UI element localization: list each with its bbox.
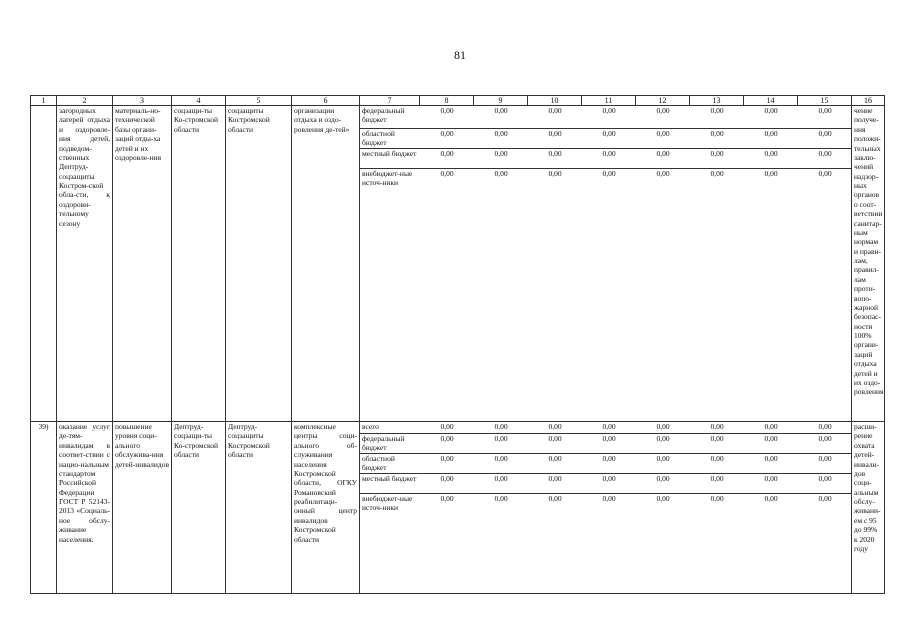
value-cell: 0,00 [636, 493, 690, 593]
header-cell: 5 [226, 96, 292, 106]
value-cell: 0,00 [528, 148, 582, 168]
row-number: 39) [31, 422, 57, 594]
funding-row [360, 128, 852, 148]
funding-row [360, 433, 852, 453]
funding-source: федеральный бюджет [360, 433, 420, 453]
value-cell: 0,00 [690, 148, 744, 168]
value-cell: 0,00 [548, 422, 562, 431]
measure-name: оказание услуг де-тям-инвалидам в соответ-ствии с нацио-нальным стандартом Российской Федерации ГОСТ Р 52143-2013 «Социаль-ное обслу-живание населения. [57, 422, 113, 594]
value-cell: 0,00 [602, 422, 616, 431]
funding-row [360, 422, 852, 433]
value-cell: 0,00 [636, 128, 690, 148]
value-cell: 0,00 [636, 433, 690, 453]
funding-row [360, 148, 852, 168]
header-cell: 7 [360, 96, 420, 106]
value-cell: 0,00 [582, 168, 636, 420]
measure-goal: материаль-но-технической базы органи-заций отды-ха детей и их оздоровле-ния [113, 106, 172, 422]
funding-source: федеральный бюджет [362, 106, 405, 125]
value-cell: 0,00 [764, 422, 778, 431]
value-cell: 0,00 [474, 453, 528, 473]
value-cell: 0,00 [494, 106, 508, 115]
value-cell: 0,00 [636, 148, 690, 168]
value-cell: 0,00 [548, 106, 562, 115]
value-cell: 0,00 [582, 473, 636, 493]
value-cell: 0,00 [690, 473, 744, 493]
value-cell: 0,00 [420, 148, 474, 168]
value-cell: 0,00 [474, 493, 528, 593]
row-number [31, 106, 57, 422]
responsible-executor: соцзащи-ты Ко-стромской области [172, 106, 226, 422]
participants: организации отдыха и оздо-ровления де-тей» [292, 106, 360, 422]
header-cell: 4 [172, 96, 226, 106]
value-cell: 0,00 [582, 433, 636, 453]
table-row [31, 422, 885, 594]
value-cell: 0,00 [440, 106, 454, 115]
value-cell: 0,00 [744, 493, 798, 593]
value-cell: 0,00 [744, 433, 798, 453]
funding-block [360, 422, 852, 594]
value-cell: 0,00 [420, 128, 474, 148]
value-cell: 0,00 [420, 473, 474, 493]
coordinator: соцзащиты Костромской области [226, 106, 292, 422]
header-cell: 11 [582, 96, 636, 106]
coordinator: Дептруд-соцзащиты Костромской области [226, 422, 292, 594]
value-cell: 0,00 [798, 128, 852, 148]
value-cell: 0,00 [690, 433, 744, 453]
value-cell: 0,00 [602, 106, 616, 115]
value-cell: 0,00 [744, 473, 798, 493]
value-cell: 0,00 [420, 168, 474, 420]
value-cell: 0,00 [656, 422, 670, 431]
header-cell: 1 [31, 96, 57, 106]
header-cell: 3 [113, 96, 172, 106]
value-cell: 0,00 [690, 128, 744, 148]
header-row [31, 96, 885, 106]
value-cell: 0,00 [420, 493, 474, 593]
value-cell: 0,00 [798, 453, 852, 473]
value-cell: 0,00 [798, 493, 852, 593]
value-cell: 0,00 [474, 148, 528, 168]
expected-result: расши-рение охвата детей-инвали-дов соци-альным обслу-живани-ем с 95 до 99% к 2020 году [852, 422, 885, 594]
value-cell: 0,00 [690, 453, 744, 473]
value-cell: 0,00 [474, 168, 528, 420]
header-cell: 2 [57, 96, 113, 106]
value-cell: 0,00 [528, 433, 582, 453]
responsible-executor: Дептруд-соцзащи-ты Ко-стромской области [172, 422, 226, 594]
value-cell: 0,00 [710, 422, 724, 431]
value-cell: 0,00 [636, 168, 690, 420]
funding-source: областной бюджет [360, 128, 420, 148]
expected-result: чение получе-ния положи-тельных заклю-чений надзор-ных органов о соот-ветствии санитар-ным нормам и прави-лам, правил-лам проти-вопо-жарной безопас-ности 100% органи-заций отдыха детей и их оздо-ровления [852, 106, 885, 422]
value-cell: 0,00 [582, 128, 636, 148]
value-cell: 0,00 [798, 473, 852, 493]
value-cell: 0,00 [420, 433, 474, 453]
value-cell: 0,00 [582, 493, 636, 593]
participants: комплексные центры соци-ального об-служивания населения Костромской области, ОГКУ Романовский реабилитаци-онный центр инвалидов Костромской области [292, 422, 360, 594]
funding-subtable [360, 422, 852, 593]
measure-name: загородных лагерей отдыха и оздоровле-ния детей, подведом-ственных Дептруд-соцзащиты Костром-ской обла-сти, к оздорови-тельному сезону [57, 106, 113, 422]
measure-goal: повышение уровня соци-ального обслужива-ния детей-инвалидов [113, 422, 172, 594]
header-cell: 9 [474, 96, 528, 106]
funding-source: внебюджет-ные источ-ники [360, 168, 420, 420]
funding-source: областной бюджет [360, 453, 420, 473]
value-cell: 0,00 [474, 473, 528, 493]
value-cell: 0,00 [744, 168, 798, 420]
funding-source: местный бюджет [360, 148, 420, 168]
funding-source: местный бюджет [360, 473, 420, 493]
value-cell: 0,00 [494, 422, 508, 431]
value-cell: 0,00 [818, 106, 832, 115]
header-cell: 6 [292, 96, 360, 106]
value-cell: 0,00 [744, 128, 798, 148]
header-cell: 15 [798, 96, 852, 106]
header-cell: 12 [636, 96, 690, 106]
value-cell: 0,00 [420, 453, 474, 473]
value-cell: 0,00 [690, 493, 744, 593]
value-cell: 0,00 [582, 148, 636, 168]
funding-row [360, 106, 852, 128]
value-cell: 0,00 [744, 453, 798, 473]
value-cell: 0,00 [764, 106, 778, 115]
value-cell: 0,00 [528, 473, 582, 493]
header-cell: 10 [528, 96, 582, 106]
funding-subtable [360, 106, 852, 420]
funding-row [360, 473, 852, 493]
funding-row [360, 168, 852, 420]
value-cell: 0,00 [656, 106, 670, 115]
header-cell: 14 [744, 96, 798, 106]
header-cell: 8 [420, 96, 474, 106]
funding-block [360, 106, 852, 422]
funding-source: внебюджет-ные источ-ники [360, 493, 420, 593]
value-cell: 0,00 [528, 453, 582, 473]
value-cell: 0,00 [710, 106, 724, 115]
header-cell: 13 [690, 96, 744, 106]
value-cell: 0,00 [474, 128, 528, 148]
value-cell: 0,00 [528, 493, 582, 593]
page-number: 81 [454, 48, 466, 62]
table-row [31, 106, 885, 422]
value-cell: 0,00 [798, 168, 852, 420]
value-cell: 0,00 [744, 148, 798, 168]
value-cell: 0,00 [528, 128, 582, 148]
value-cell: 0,00 [690, 168, 744, 420]
value-cell: 0,00 [798, 148, 852, 168]
value-cell: 0,00 [798, 433, 852, 453]
funding-row [360, 493, 852, 593]
program-table [30, 95, 885, 594]
funding-row [360, 453, 852, 473]
value-cell: 0,00 [818, 422, 832, 431]
value-cell: 0,00 [636, 453, 690, 473]
value-cell: 0,00 [636, 473, 690, 493]
value-cell: 0,00 [440, 422, 454, 431]
value-cell: 0,00 [582, 453, 636, 473]
value-cell: 0,00 [528, 168, 582, 420]
header-cell: 16 [852, 96, 885, 106]
value-cell: 0,00 [474, 433, 528, 453]
funding-source: всего [362, 422, 379, 431]
